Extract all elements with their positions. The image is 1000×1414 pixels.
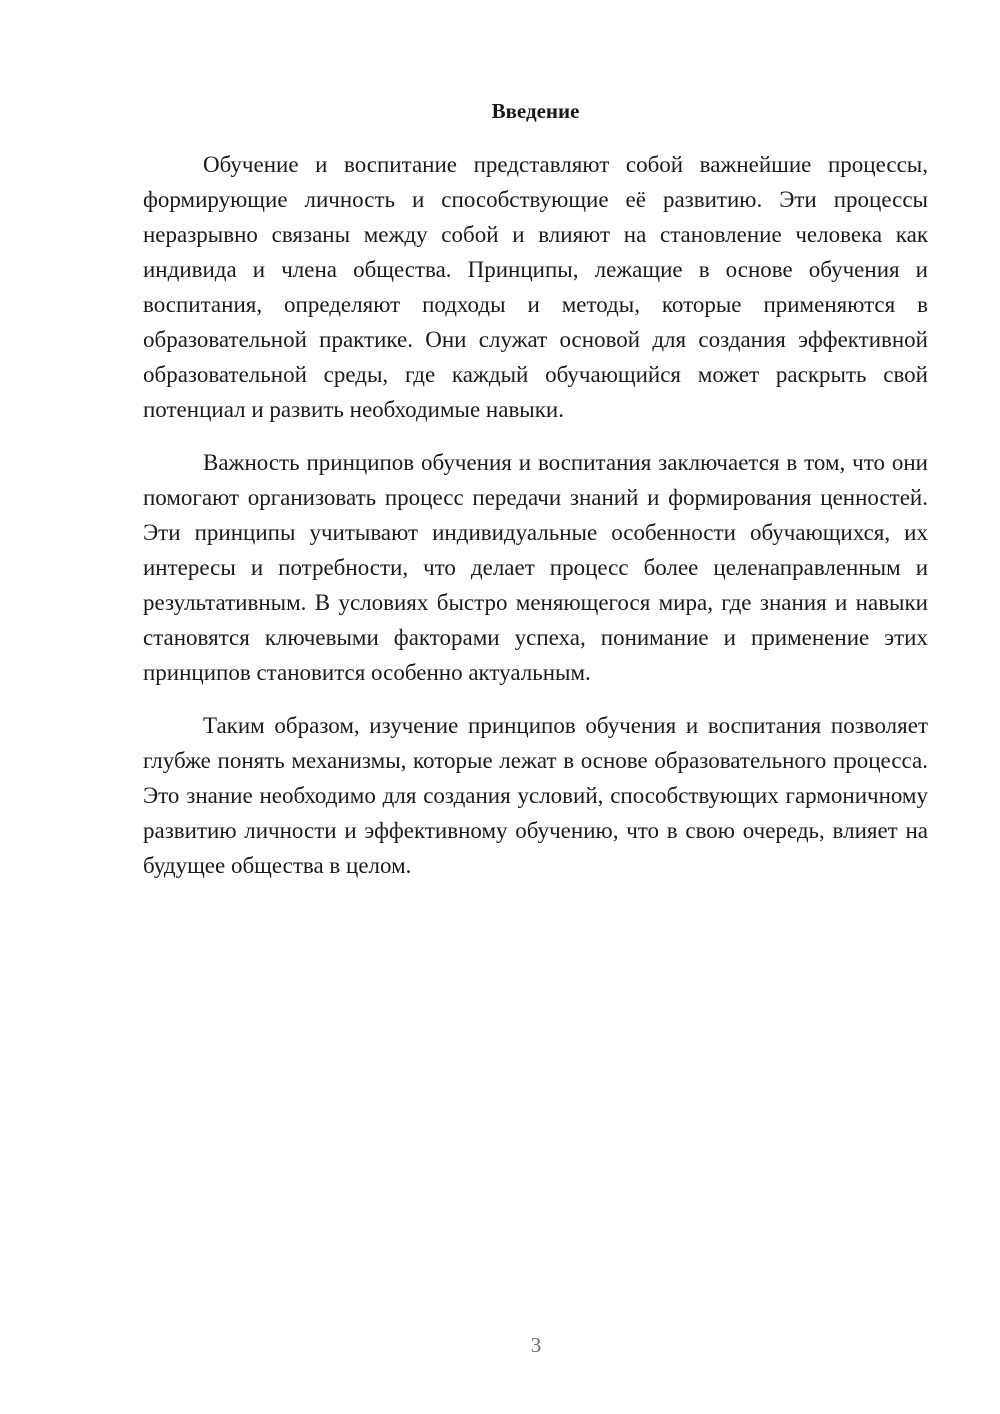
paragraph-3: Таким образом, изучение принципов обучения и воспитания позволяет глубже понять механизмы, которые лежат в основе образовательного процесса. Это знание необходимо для создания условий, способствующих гармоничному развитию личности и эффективному обучению, что в свою очередь, влияет на будущее общества в целом. (143, 713, 928, 878)
paragraph-2: Важность принципов обучения и воспитания заключается в том, что они помогают организовать процесс передачи знаний и формирования ценностей. Эти принципы учитывают индивидуальные особенности обучающихся, их интересы и потребности, что делает процесс более целенаправленным и результативным. В условиях быстро меняющегося мира, где знания и навыки становятся ключевыми факторами успеха, понимание и применение этих принципов становится особенно актуальным. (143, 450, 928, 685)
section-title: Введение (491, 99, 580, 123)
page-number: 3 (530, 1333, 542, 1357)
page-content (143, 93, 928, 901)
paragraph-1: Обучение и воспитание представляют собой важнейшие процессы, формирующие личность и способствующие её развитию. Эти процессы неразрывно связаны между собой и влияют на становление человека как индивида и члена общества. Принципы, лежащие в основе обучения и воспитания, определяют подходы и методы, которые применяются в образовательной практике. Они служат основой для создания эффективной образовательной среды, где каждый обучающийся может раскрыть свой потенциал и развить необходимые навыки. (143, 152, 928, 422)
